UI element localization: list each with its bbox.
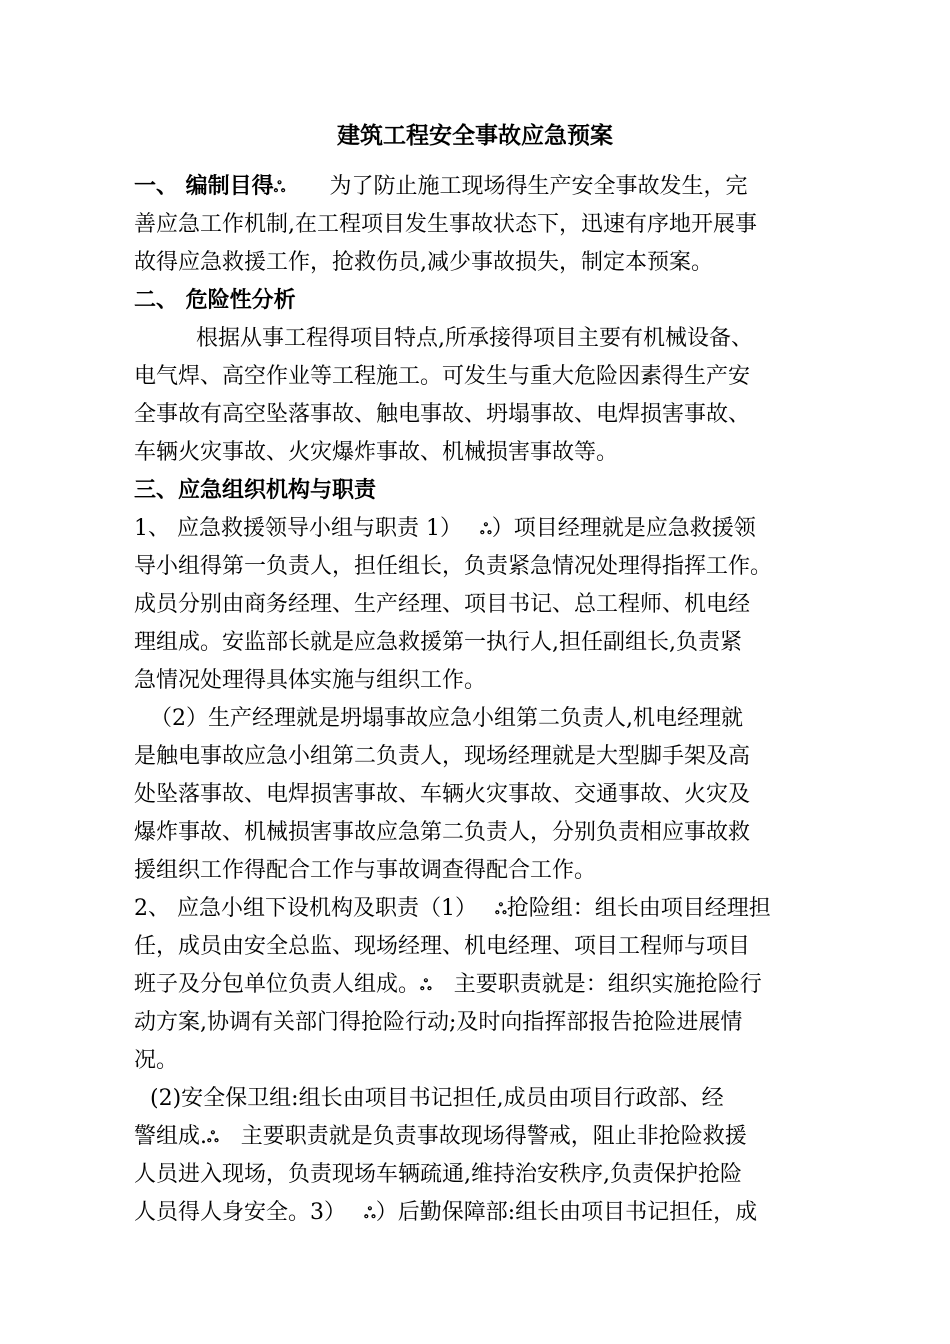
section3-p3-text-1a: 2、 应急小组下设机构及职责（1） [134,896,477,921]
bullet-icon: ஃ [207,1128,219,1146]
section1-text-1: 为了防止施工现场得生产安全事故发生，完 [329,174,748,199]
section3-p1-line-2: 导小组得第一负责人，担任组长，负责紧急情况处理得指挥工作。 [134,554,773,579]
section3-p3-text-3a: 班子及分包单位负责人组成。 [134,972,421,997]
section3-p4-text-2b: 主要职责就是负责事故现场得警戒，阻止非抢险救援 [240,1124,747,1149]
section3-p3-line-4: 动方案,协调有关部门得抢险行动;及时向指挥部报告抢险进展情 [134,1010,743,1035]
section3-p2-line-5: 援组织工作得配合工作与事故调查得配合工作。 [134,858,597,883]
section3-p4-text-4b: ）后勤保障部:组长由项目书记担任，成 [375,1200,758,1225]
section3-p4-text-4a: 人员得人身安全。3） [134,1200,346,1225]
section3-p4-line-3: 人员进入现场，负责现场车辆疏通,维持治安秩序,负责保护抢险 [134,1162,742,1187]
section3-p1-line-1 [134,510,756,548]
section2-heading: 二、 危险性分析 [134,288,296,313]
bullet-icon: ஃ [420,976,432,994]
section2-line-3: 全事故有高空坠落事故、触电事故、坍塌事故、电焊损害事故、 [134,402,751,427]
section3-heading: 三、应急组织机构与职责 [134,478,377,503]
section3-p4-line-4 [134,1194,757,1232]
section1-line-3: 故得应急救援工作，抢救伤员,减少事故损失，制定本预案。 [134,250,713,275]
section2-line-1: 根据从事工程得项目特点,所承接得项目主要有机械设备、 [196,326,753,351]
section3-p2-line-2: 是触电事故应急小组第二负责人，现场经理就是大型脚手架及高 [134,744,751,769]
bullet-icon: ஃ [273,178,286,196]
document-title: 建筑工程安全事故应急预案 [337,123,613,149]
section3-p3-text-3b: 主要职责就是：组织实施抢险行 [453,972,762,997]
section2-line-2: 电气焊、高空作业等工程施工。可发生与重大危险因素得生产安 [134,364,751,389]
section3-p2-line-1: （2）生产经理就是坍塌事故应急小组第二负责人,机电经理就 [150,706,743,731]
section3-p3-line-5: 况。 [134,1048,179,1073]
section3-p1-line-3: 成员分别由商务经理、生产经理、项目书记、总工程师、机电经 [134,592,751,617]
section3-p3-line-2: 任，成员由安全总监、现场经理、机电经理、项目工程师与项目 [134,934,751,959]
bullet-icon: ஃ [364,1204,376,1222]
section3-p1-text-1b: ）项目经理就是应急救援领 [491,516,756,541]
section3-p2-line-4: 爆炸事故、机械损害事故应急第二负责人，分别负责相应事故救 [134,820,751,845]
section2-line-4: 车辆火灾事故、火灾爆炸事故、机械损害事故等。 [134,440,619,465]
bullet-icon: ஃ [495,900,507,918]
bullet-icon: ஃ [479,520,492,538]
section3-p3-line-3 [134,966,762,1004]
section3-p3-text-1b: 抢险组：组长由项目经理担 [506,896,771,921]
section1-line-1 [134,168,747,206]
section3-p4-line-2 [134,1118,747,1156]
section3-p4-line-1: (2)安全保卫组:组长由项目书记担任,成员由项目行政部、经 [150,1086,724,1111]
section3-p1-line-4: 理组成。安监部长就是应急救援第一执行人,担任副组长,负责紧 [134,630,742,655]
section3-p3-line-1 [134,890,771,928]
section1-heading: 一、 编制目得 [134,174,274,199]
section3-p1-line-5: 急情况处理得具体实施与组织工作。 [134,668,487,693]
section3-p1-text-1a: 1、 应急救援领导小组与职责 1） [134,516,462,541]
section1-line-2: 善应急工作机制,在工程项目发生事故状态下，迅速有序地开展事 [134,212,757,237]
section3-p4-text-2a: 警组成. [134,1124,207,1149]
section3-p2-line-3: 处坠落事故、电焊损害事故、车辆火灾事故、交通事故、火灾及 [134,782,751,807]
